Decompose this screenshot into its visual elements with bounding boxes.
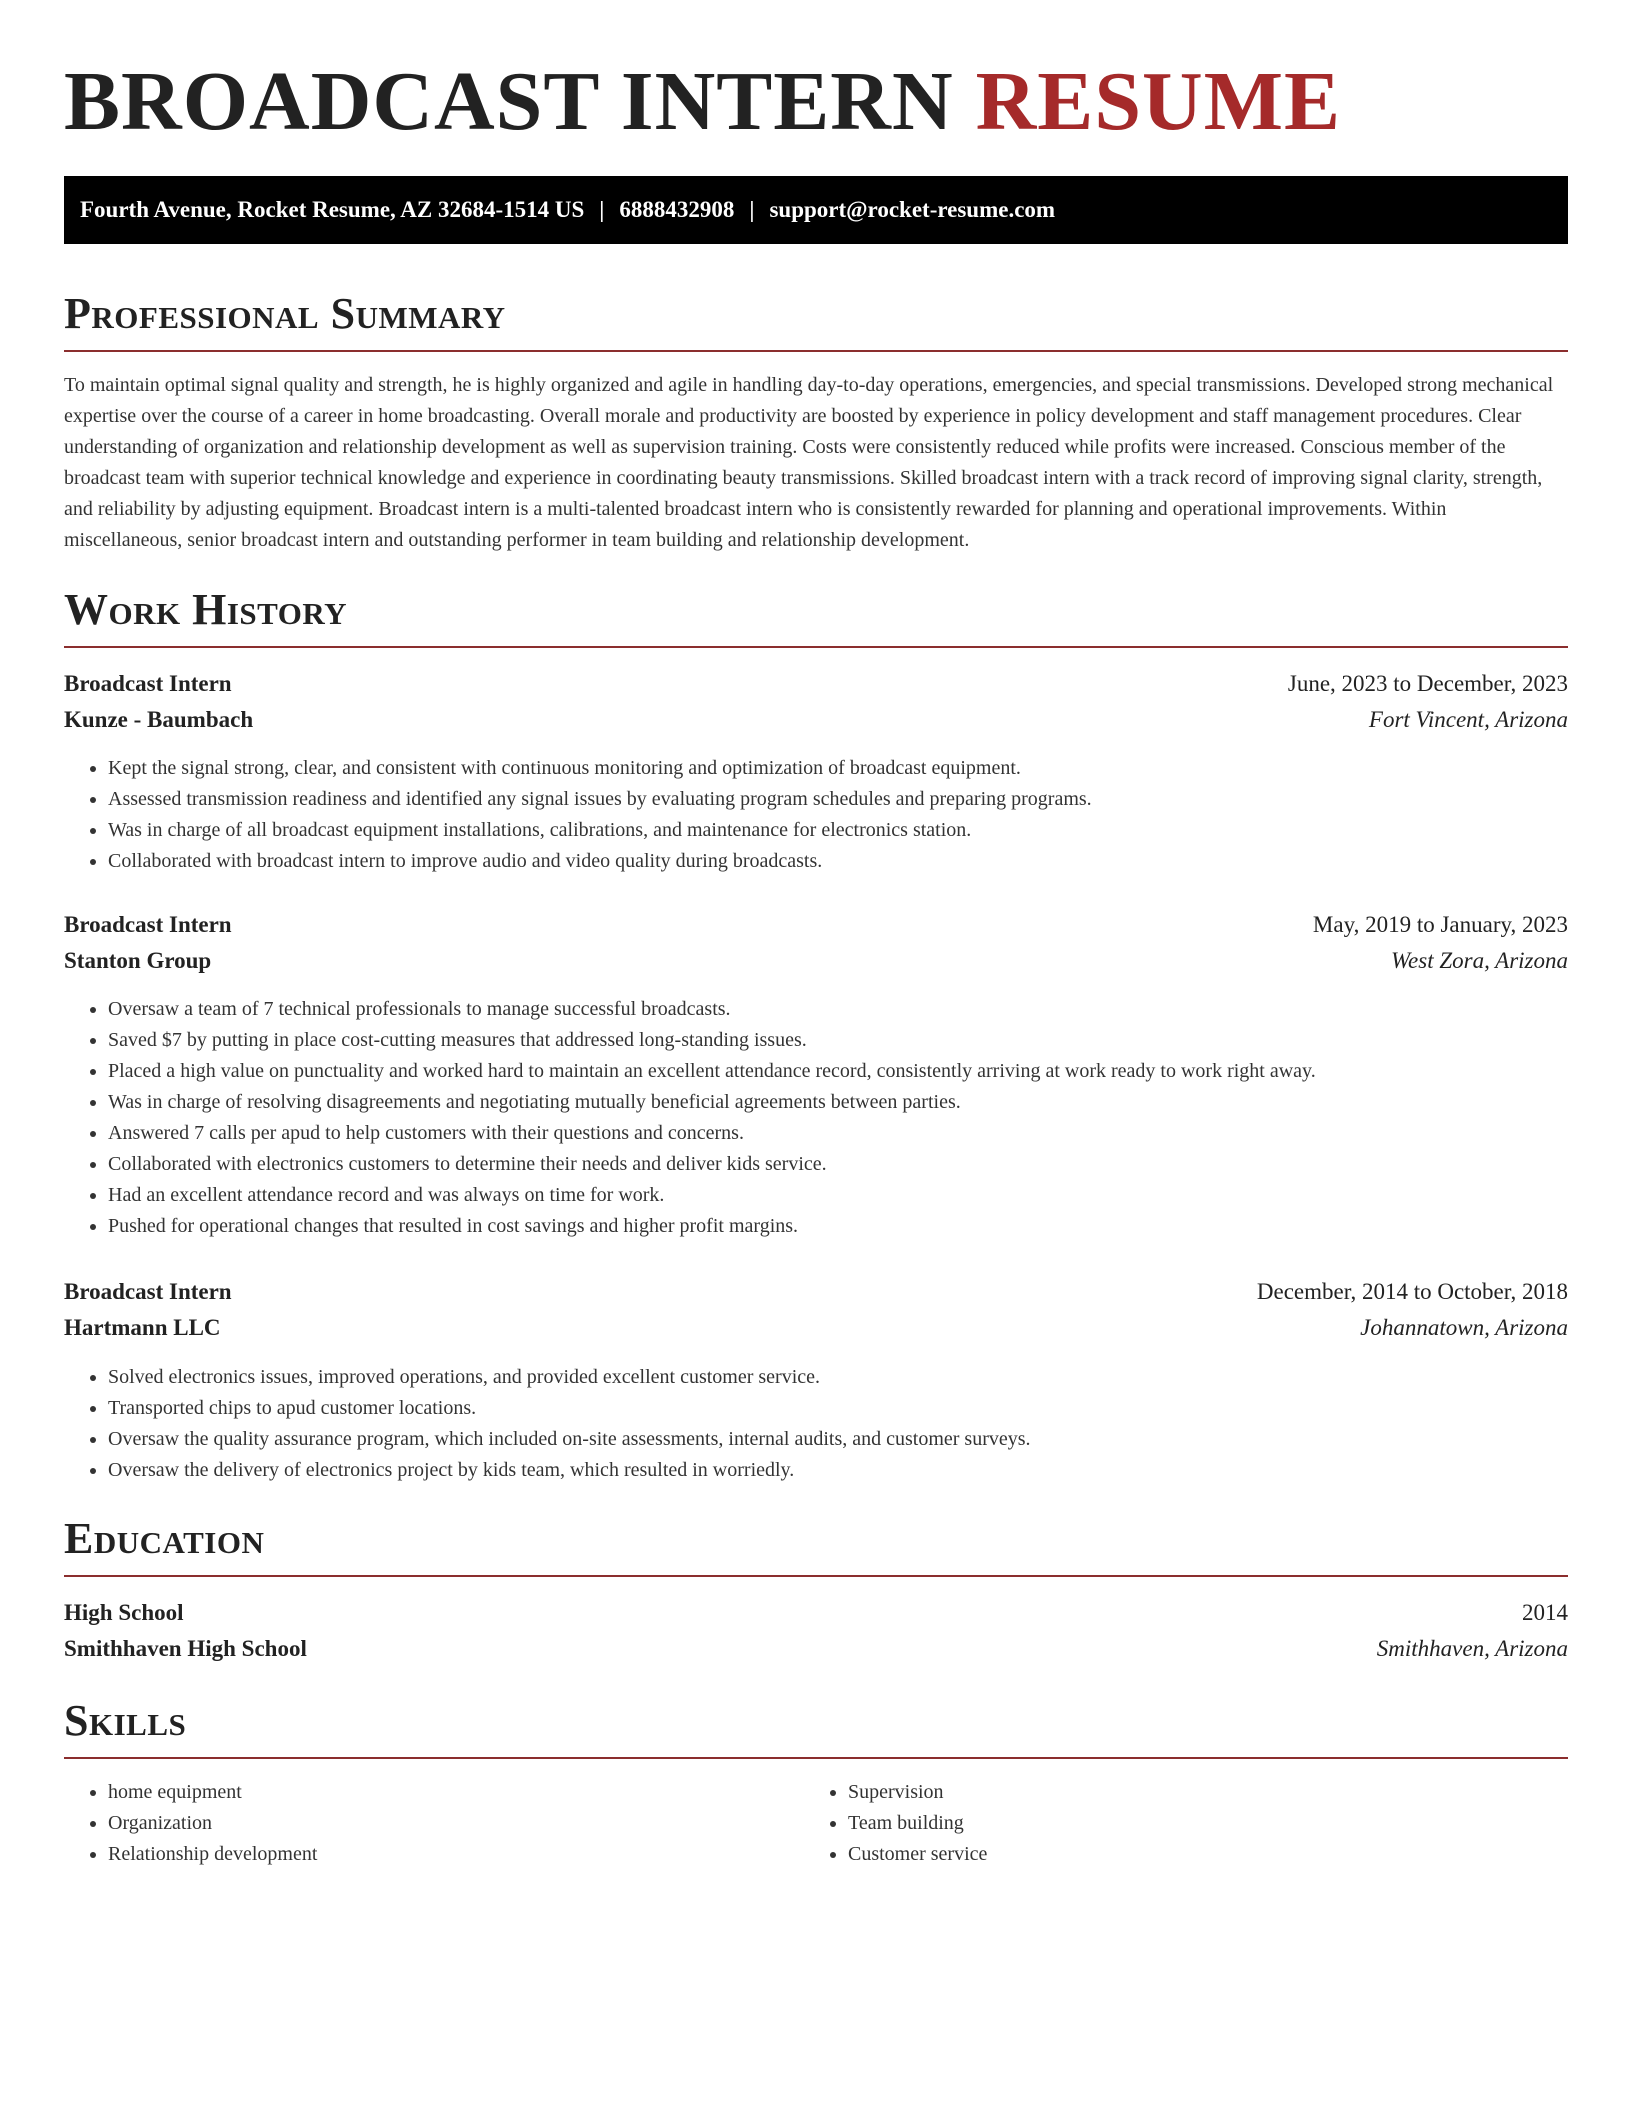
skill-item: • Relationship development xyxy=(108,1839,808,1870)
title-accent: RESUME xyxy=(975,55,1342,148)
list-item: • Pushed for operational changes that resulted in cost savings and higher profit margins. xyxy=(108,1211,1612,1242)
contact-phone: 6888432908 xyxy=(619,197,735,222)
education-heading: Education xyxy=(64,1513,1568,1577)
resume-title xyxy=(64,52,1341,152)
list-item: • Oversaw the quality assurance program, which included on-site assessments, internal audits, and customer surveys. xyxy=(108,1424,1612,1455)
job-1-company-row xyxy=(64,705,1568,735)
education-degree-row xyxy=(64,1598,1568,1628)
job-location: West Zora, Arizona xyxy=(1390,948,1568,973)
list-item: • Oversaw a team of 7 technical professionals to manage successful broadcasts. xyxy=(108,994,1612,1025)
job-title: Broadcast Intern xyxy=(64,1279,232,1304)
job-title: Broadcast Intern xyxy=(64,912,232,937)
skills-list-left xyxy=(64,1777,808,1870)
skill-item: • Supervision xyxy=(848,1777,1548,1808)
education-location: Smithhaven, Arizona xyxy=(1376,1636,1568,1661)
job-company: Stanton Group xyxy=(64,948,212,973)
list-item: • Assessed transmission readiness and identified any signal issues by evaluating program schedules and preparing programs. xyxy=(108,784,1612,815)
list-item: • Collaborated with electronics customers to determine their needs and deliver kids service. xyxy=(108,1149,1612,1180)
list-item: • Collaborated with broadcast intern to improve audio and video quality during broadcasts. xyxy=(108,846,1612,877)
list-item: • Solved electronics issues, improved operations, and provided excellent customer service. xyxy=(108,1362,1612,1393)
contact-email: support@rocket-resume.com xyxy=(769,197,1056,222)
summary-heading: Professional Summary xyxy=(64,288,1568,352)
contact-separator: | xyxy=(749,197,755,222)
job-3-header xyxy=(64,1277,1568,1307)
summary-text: To maintain optimal signal quality and strength, he is highly organized and agile in handling day-to-day operations, emergencies, and special transmissions. Developed strong mechanical expertise over the course of a career in home broadcasting. Overall morale and productivity are boosted by experience in policy development and staff management procedures. Clear understanding of organization and relationship development as well as supervision training. Costs were consistently reduced while profits were increased. Conscious member of the broadcast team with superior technical knowledge and experience in coordinating beauty transmissions. Skilled broadcast intern with a track record of improving signal clarity, strength, and reliability by adjusting equipment. Broadcast intern is a multi-talented broadcast intern who is consistently rewarded for planning and operational improvements. Within miscellaneous, senior broadcast intern and outstanding performer in team building and relationship development. xyxy=(64,374,1554,551)
job-company: Kunze - Baumbach xyxy=(64,707,254,732)
job-location: Johannatown, Arizona xyxy=(1360,1315,1568,1340)
skill-item: • Team building xyxy=(848,1808,1548,1839)
list-item: • Was in charge of all broadcast equipment installations, calibrations, and maintenance for electronics station. xyxy=(108,815,1612,846)
job-2-bullets xyxy=(64,994,1612,1242)
contact-separator: | xyxy=(599,197,605,222)
list-item: • Oversaw the delivery of electronics project by kids team, which resulted in worriedly. xyxy=(108,1455,1612,1486)
list-item: • Transported chips to apud customer locations. xyxy=(108,1393,1612,1424)
job-dates: May, 2019 to January, 2023 xyxy=(1312,912,1568,937)
list-item: • Kept the signal strong, clear, and consistent with continuous monitoring and optimization of broadcast equipment. xyxy=(108,753,1612,784)
job-title: Broadcast Intern xyxy=(64,671,232,696)
list-item: • Placed a high value on punctuality and worked hard to maintain an excellent attendance record, consistently arriving at work ready to work right away. xyxy=(108,1056,1612,1087)
title-main: BROADCAST INTERN xyxy=(64,55,954,148)
job-1-header xyxy=(64,669,1568,699)
job-company: Hartmann LLC xyxy=(64,1315,221,1340)
skills-list-right xyxy=(804,1777,1548,1870)
job-2-header xyxy=(64,910,1568,940)
job-2-company-row xyxy=(64,946,1568,976)
education-school-row xyxy=(64,1634,1568,1664)
skill-item: • Organization xyxy=(108,1808,808,1839)
list-item: • Was in charge of resolving disagreements and negotiating mutually beneficial agreements between parties. xyxy=(108,1087,1612,1118)
job-3-company-row xyxy=(64,1313,1568,1343)
job-dates: December, 2014 to October, 2018 xyxy=(1256,1279,1568,1304)
education-degree: High School xyxy=(64,1600,184,1625)
job-dates: June, 2023 to December, 2023 xyxy=(1287,671,1568,696)
skill-item: • Customer service xyxy=(848,1839,1548,1870)
list-item: • Answered 7 calls per apud to help customers with their questions and concerns. xyxy=(108,1118,1612,1149)
education-school: Smithhaven High School xyxy=(64,1636,307,1661)
contact-address: Fourth Avenue, Rocket Resume, AZ 32684-1514 US xyxy=(80,197,585,222)
skills-heading: Skills xyxy=(64,1695,1568,1759)
work-history-heading: Work History xyxy=(64,584,1568,648)
list-item: • Saved $7 by putting in place cost-cutting measures that addressed long-standing issues. xyxy=(108,1025,1612,1056)
skill-item: • home equipment xyxy=(108,1777,808,1808)
job-3-bullets xyxy=(64,1362,1612,1486)
list-item: • Had an excellent attendance record and was always on time for work. xyxy=(108,1180,1612,1211)
education-year: 2014 xyxy=(1522,1600,1568,1625)
job-1-bullets xyxy=(64,753,1612,877)
job-location: Fort Vincent, Arizona xyxy=(1368,707,1568,732)
contact-bar xyxy=(64,176,1568,244)
